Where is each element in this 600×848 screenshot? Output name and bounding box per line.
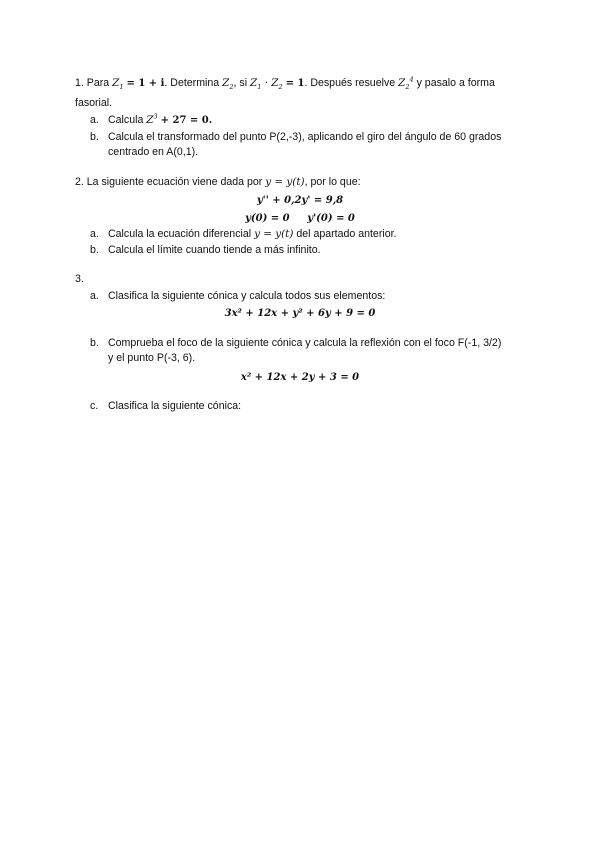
- q2-condition-2: y'(0) = 0: [307, 213, 355, 224]
- q1-item-a-label: a.: [90, 114, 99, 126]
- q2-condition-1: y(0) = 0: [245, 213, 290, 224]
- q3-item-c-label: c.: [90, 400, 99, 412]
- q1-despues: . Después resuelve: [304, 77, 396, 89]
- q2-item-a: [108, 227, 396, 241]
- q2-item-a-text-2: del apartado anterior.: [296, 228, 397, 240]
- q2-item-a-function: y = y(t): [254, 228, 294, 240]
- q2-item-a-text-1: Calcula la ecuación diferencial: [108, 228, 252, 240]
- q2-prefix: 2. La siguiente ecuación viene dada por: [75, 176, 263, 188]
- q1-product: $Z_1 \cdot Z_2$: [250, 77, 283, 92]
- question-1-line-1: [75, 76, 495, 91]
- q1-item-b-line-1: Calcula el transformado del punto P(2,-3), aplicando el giro del ángulo de 60 grados: [108, 131, 502, 143]
- q2-tail: , por lo que:: [304, 176, 361, 188]
- q1-product-eq: = 1: [285, 78, 305, 89]
- q1-z1-definition: = 1 + i: [126, 78, 165, 89]
- q3-item-b-equation: x² + 12x + 2y + 3 = 0: [240, 372, 360, 383]
- q1-z2-power: $Z_2^4$: [398, 75, 414, 92]
- q3-item-a-label: a.: [90, 290, 99, 302]
- q2-item-b-label: b.: [90, 244, 99, 256]
- q2-item-b-text: Calcula el límite cuando tiende a más infinito.: [108, 244, 321, 256]
- q1-z1-symbol: $Z_1$: [112, 77, 124, 92]
- q2-equation-1: y'' + 0,2y' = 9,8: [256, 195, 344, 206]
- q3-item-b-label: b.: [90, 337, 99, 349]
- q1-item-a-text: Calcula: [108, 114, 144, 126]
- q3-item-b-line-2: y el punto P(-3, 6).: [108, 352, 196, 364]
- q1-item-b-line-2: centrado en A(0,1).: [108, 146, 199, 158]
- q1-item-a-z3: $Z^3$: [146, 112, 158, 126]
- q3-item-b-line-1: Comprueba el foco de la siguiente cónica y calcula la reflexión con el foco F(-1, 3/2): [108, 337, 502, 349]
- question-3-number: 3.: [75, 273, 84, 285]
- q1-item-a-eq: + 27 = 0.: [160, 115, 213, 126]
- q1-si: , si: [233, 77, 248, 89]
- q2-initial-conditions: [0, 211, 600, 226]
- q1-prefix: 1. Para: [75, 77, 110, 89]
- q2-function: y = y(t): [265, 176, 305, 188]
- q3-item-a-equation: 3x² + 12x + y² + 6y + 9 = 0: [224, 308, 376, 319]
- q1-item-a: [108, 113, 212, 128]
- q1-z2-symbol: $Z_2$: [222, 77, 234, 92]
- q1-line-2: fasorial.: [75, 97, 113, 109]
- q1-tail: y pasalo a forma: [416, 77, 495, 89]
- q3-item-c-text: Clasifica la siguiente cónica:: [108, 400, 242, 412]
- q2-item-a-label: a.: [90, 228, 99, 240]
- q1-determina: . Determina: [164, 77, 220, 89]
- q1-item-b-label: b.: [90, 131, 99, 143]
- question-2-line-1: [75, 175, 361, 189]
- q3-item-a-text: Clasifica la siguiente cónica y calcula todos sus elementos:: [108, 290, 386, 302]
